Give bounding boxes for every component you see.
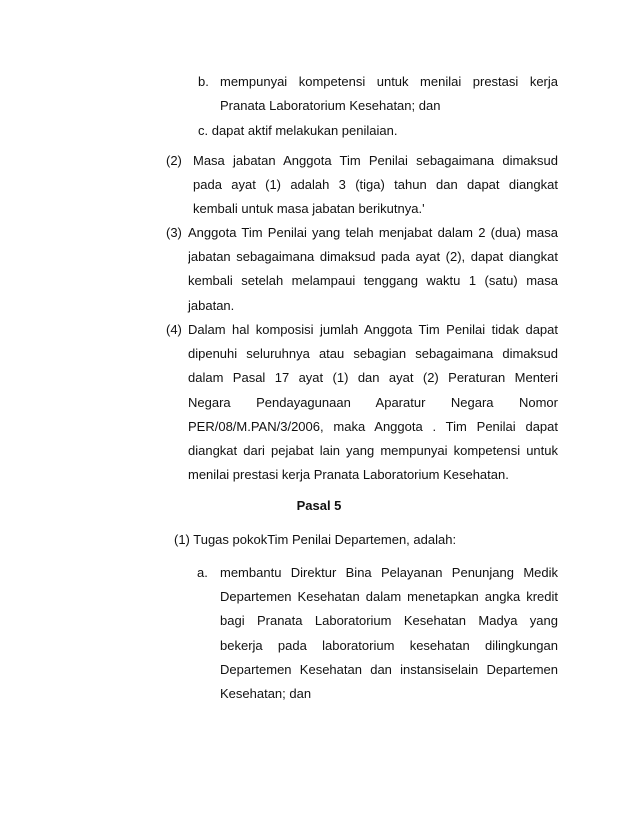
text-line: diangkat dari pejabat lain yang mempunyai kompetensi untuk [188,442,558,458]
text-line: dalam Pasal 17 ayat (1) dan ayat (2) Peraturan Menteri [188,370,558,386]
pasal5-item-a [197,561,558,706]
text-line: dipenuhi seluruhnya atau sebagian sebagaimana dimaksud [188,346,558,362]
text-line: bekerja pada laboratorium kesehatan dilingkungan [220,637,558,653]
pasal5-ayat-1 [174,528,558,552]
ayat-3 [166,221,558,318]
text-line: Kesehatan; dan [220,685,312,701]
ayat-2 [166,149,558,222]
text-line: kembali setelah melampaui tenggang waktu 1 (satu) masa [188,273,558,289]
text-line: mempunyai kompetensi untuk menilai prestasi kerja [220,74,558,89]
section-heading: Pasal 5 [296,498,342,513]
list-label: a. [197,565,208,580]
ayat-4 [166,318,558,487]
text-line: jabatan sebagaimana dimaksud pada ayat (2), dapat diangkat [188,249,558,265]
text-line: Masa jabatan Anggota Tim Penilai sebagaimana dimaksud [193,153,558,168]
text-line: PER/08/M.PAN/3/2006, maka Anggota . Tim Penilai dapat [188,418,558,434]
text-line: jabatan. [188,297,235,313]
list-item-b [198,70,558,118]
ayat-label: (4) [166,322,182,337]
text-line: membantu Direktur Bina Pelayanan Penunjang Medik [220,565,558,580]
text-line: Pranata Laboratorium Kesehatan; dan [220,98,441,114]
text-line: Negara Pendayagunaan Aparatur Negara Nomor [188,394,558,410]
text-line: Anggota Tim Penilai yang telah menjabat dalam 2 (dua) masa [188,225,558,240]
text-line: c. dapat aktif melakukan penilaian. [198,123,398,138]
text-line: (1) Tugas pokokTim Penilai Departemen, adalah: [174,532,457,547]
text-line: menilai prestasi kerja Pranata Laboratorium Kesehatan. [188,467,509,483]
ayat-label: (2) [166,153,182,168]
text-line: Departemen Kesehatan dan instansiselain Departemen [220,661,558,677]
text-line: Dalam hal komposisi jumlah Anggota Tim Penilai tidak dapat [188,322,558,337]
text-line: bagi Pranata Laboratorium Kesehatan Madya yang [220,613,558,629]
ayat-label: (3) [166,225,182,240]
list-item-c [198,119,558,143]
text-line: pada ayat (1) adalah 3 (tiga) tahun dan dapat diangkat [193,177,558,193]
list-label: b. [198,74,209,89]
text-line: kembali untuk masa jabatan berikutnya.' [193,201,425,217]
text-line: Departemen Kesehatan dalam menetapkan angka kredit [220,589,558,605]
